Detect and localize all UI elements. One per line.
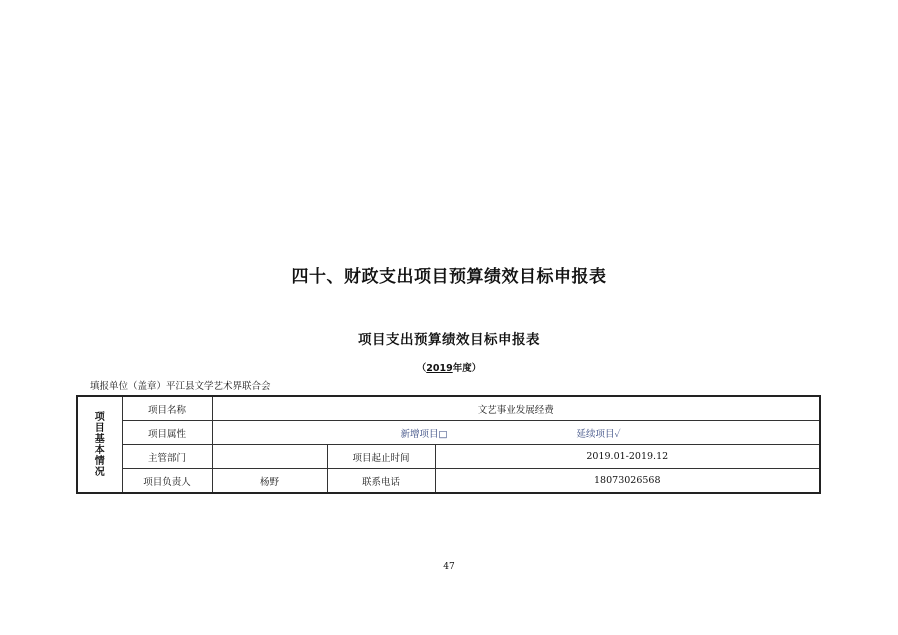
reporting-unit: 填报单位（盖章）平江县文学艺术界联合会 — [90, 381, 271, 392]
project-info-table — [76, 395, 821, 494]
owner-label: 项目负责人 — [122, 469, 212, 494]
table-row — [77, 445, 820, 469]
project-name-value: 文艺事业发展经费 — [212, 396, 820, 421]
project-attr-label: 项目属性 — [122, 421, 212, 445]
dept-value — [212, 445, 327, 469]
section-label: 项目基本情况 — [94, 411, 105, 478]
dept-label: 主管部门 — [122, 445, 212, 469]
phone-label: 联系电话 — [327, 469, 435, 494]
section-label-cell — [77, 396, 122, 493]
table-row — [77, 421, 820, 445]
year-open: （ — [416, 363, 427, 374]
table-row — [77, 469, 820, 494]
table-row — [77, 396, 820, 421]
year-suffix: 年度） — [452, 363, 482, 374]
page-number: 47 — [443, 562, 455, 572]
year-number: 2019 — [426, 363, 453, 374]
main-title: 四十、财政支出项目预算绩效目标申报表 — [291, 267, 607, 287]
period-label: 项目起止时间 — [327, 445, 435, 469]
sub-title: 项目支出预算绩效目标申报表 — [358, 332, 540, 348]
phone-value: 18073026568 — [435, 469, 820, 494]
project-name-label: 项目名称 — [122, 396, 212, 421]
attr-extend-checkbox: 延续项目✓ — [576, 429, 621, 440]
period-value: 2019.01-2019.12 — [435, 445, 820, 469]
year-line — [0, 360, 898, 374]
project-attr-cell — [212, 421, 820, 445]
attr-new-checkbox: 新增项目□ — [400, 429, 448, 440]
owner-value: 杨野 — [212, 469, 327, 494]
